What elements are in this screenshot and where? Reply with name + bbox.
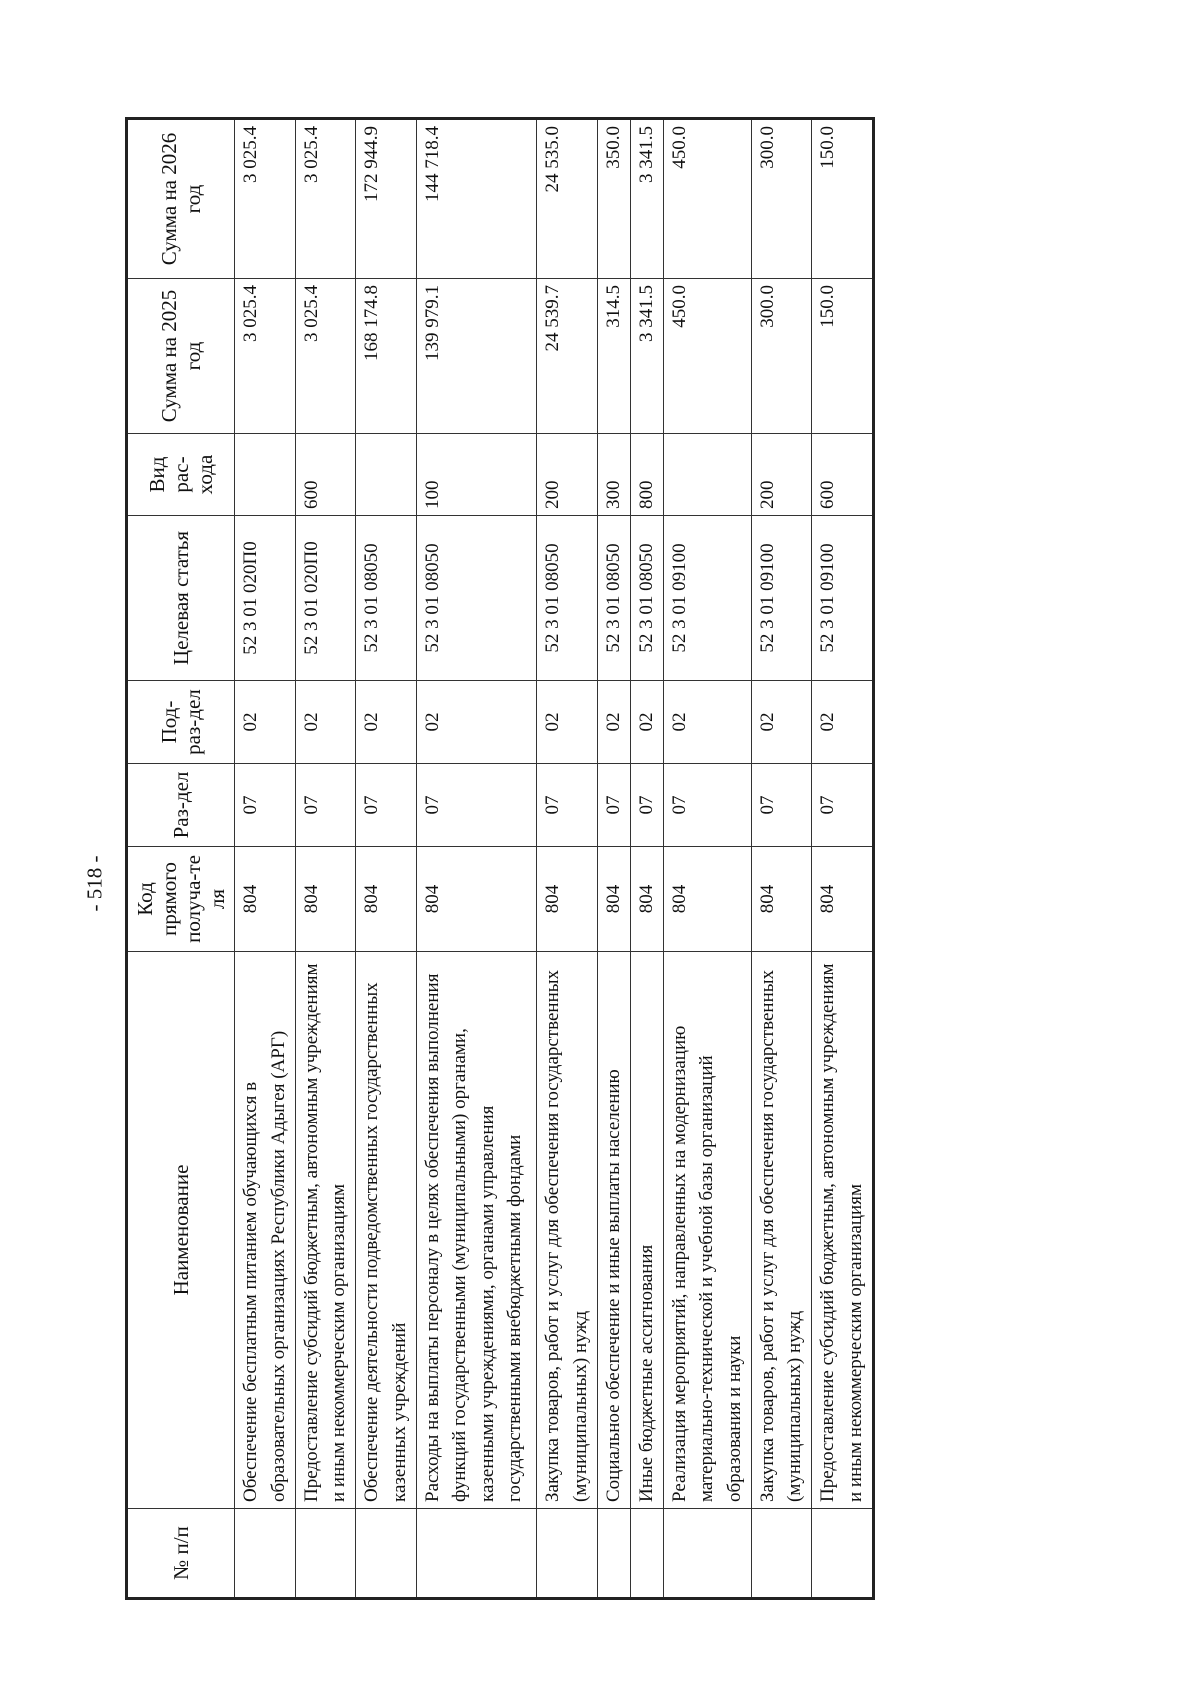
cell-podrazdel: 02 bbox=[630, 681, 663, 764]
cell-num bbox=[416, 1509, 537, 1599]
cell-target: 52 3 01 08050 bbox=[356, 516, 417, 681]
cell-name: Обеспечение деятельности подведомственных государственных казенных учреждений bbox=[356, 952, 417, 1509]
cell-vid: 200 bbox=[751, 434, 812, 516]
cell-razdel: 07 bbox=[235, 764, 296, 847]
header-row bbox=[127, 119, 235, 1599]
cell-sum2026: 172 944.9 bbox=[356, 119, 417, 279]
cell-code: 804 bbox=[416, 847, 537, 952]
cell-code: 804 bbox=[751, 847, 812, 952]
cell-podrazdel: 02 bbox=[356, 681, 417, 764]
cell-name: Социальное обеспечение и иные выплаты населению bbox=[598, 952, 631, 1509]
cell-target: 52 3 01 09100 bbox=[663, 516, 751, 681]
header-name: Наименование bbox=[127, 952, 235, 1509]
cell-razdel: 07 bbox=[751, 764, 812, 847]
cell-razdel: 07 bbox=[416, 764, 537, 847]
cell-razdel: 07 bbox=[663, 764, 751, 847]
table-row bbox=[235, 119, 296, 1599]
table-row bbox=[416, 119, 537, 1599]
cell-razdel: 07 bbox=[598, 764, 631, 847]
cell-num bbox=[598, 1509, 631, 1599]
cell-code: 804 bbox=[356, 847, 417, 952]
cell-num bbox=[751, 1509, 812, 1599]
cell-target: 52 3 01 08050 bbox=[416, 516, 537, 681]
cell-podrazdel: 02 bbox=[812, 681, 874, 764]
header-podrazdel: Под-раз-дел bbox=[127, 681, 235, 764]
cell-target: 52 3 01 08050 bbox=[598, 516, 631, 681]
cell-name: Реализация мероприятий, направленных на модернизацию материально-технической и учебной базы организаций образования и науки bbox=[663, 952, 751, 1509]
cell-num bbox=[235, 1509, 296, 1599]
cell-code: 804 bbox=[598, 847, 631, 952]
cell-podrazdel: 02 bbox=[751, 681, 812, 764]
header-razdel: Раз-дел bbox=[127, 764, 235, 847]
cell-num bbox=[356, 1509, 417, 1599]
table-row bbox=[663, 119, 751, 1599]
cell-target: 52 3 01 09100 bbox=[812, 516, 874, 681]
cell-name: Закупка товаров, работ и услуг для обеспечения государственных (муниципальных) нужд bbox=[537, 952, 598, 1509]
table-row bbox=[751, 119, 812, 1599]
cell-name: Закупка товаров, работ и услуг для обеспечения государственных (муниципальных) нужд bbox=[751, 952, 812, 1509]
cell-name: Иные бюджетные ассигнования bbox=[630, 952, 663, 1509]
table-row bbox=[537, 119, 598, 1599]
cell-sum2025: 314.5 bbox=[598, 279, 631, 434]
cell-sum2026: 150.0 bbox=[812, 119, 874, 279]
cell-sum2026: 350.0 bbox=[598, 119, 631, 279]
cell-razdel: 07 bbox=[537, 764, 598, 847]
cell-vid: 600 bbox=[812, 434, 874, 516]
cell-razdel: 07 bbox=[295, 764, 356, 847]
cell-sum2026: 24 535.0 bbox=[537, 119, 598, 279]
cell-name: Обеспечение бесплатным питанием обучающихся в образовательных организациях Республики Адыгея (АРГ) bbox=[235, 952, 296, 1509]
header-num: № п/п bbox=[127, 1509, 235, 1599]
header-target: Целевая статья bbox=[127, 516, 235, 681]
cell-sum2025: 3 341.5 bbox=[630, 279, 663, 434]
header-vid: Вид рас-хода bbox=[127, 434, 235, 516]
cell-sum2026: 3 025.4 bbox=[235, 119, 296, 279]
cell-code: 804 bbox=[295, 847, 356, 952]
cell-vid: 800 bbox=[630, 434, 663, 516]
table-row bbox=[812, 119, 874, 1599]
cell-name: Предоставление субсидий бюджетным, автономным учреждениям и иным некоммерческим организациям bbox=[295, 952, 356, 1509]
cell-razdel: 07 bbox=[630, 764, 663, 847]
cell-podrazdel: 02 bbox=[537, 681, 598, 764]
cell-podrazdel: 02 bbox=[598, 681, 631, 764]
cell-sum2025: 168 174.8 bbox=[356, 279, 417, 434]
cell-sum2025: 3 025.4 bbox=[235, 279, 296, 434]
cell-vid: 300 bbox=[598, 434, 631, 516]
cell-podrazdel: 02 bbox=[663, 681, 751, 764]
cell-target: 52 3 01 09100 bbox=[751, 516, 812, 681]
cell-sum2026: 3 341.5 bbox=[630, 119, 663, 279]
cell-name: Предоставление субсидий бюджетным, автономным учреждениям и иным некоммерческим организациям bbox=[812, 952, 874, 1509]
cell-target: 52 3 01 08050 bbox=[537, 516, 598, 681]
cell-sum2026: 300.0 bbox=[751, 119, 812, 279]
cell-code: 804 bbox=[235, 847, 296, 952]
cell-podrazdel: 02 bbox=[235, 681, 296, 764]
table-row bbox=[356, 119, 417, 1599]
cell-target: 52 3 01 020П0 bbox=[235, 516, 296, 681]
cell-name: Расходы на выплаты персоналу в целях обеспечения выполнения функций государственными (муниципальными) органами, казенными учреждениями, органами управления государственными внебюджетными фондами bbox=[416, 952, 537, 1509]
table-row bbox=[295, 119, 356, 1599]
cell-vid: 600 bbox=[295, 434, 356, 516]
cell-num bbox=[663, 1509, 751, 1599]
cell-vid bbox=[663, 434, 751, 516]
table-body bbox=[235, 119, 874, 1599]
cell-num bbox=[812, 1509, 874, 1599]
cell-vid bbox=[356, 434, 417, 516]
cell-num bbox=[295, 1509, 356, 1599]
cell-sum2025: 3 025.4 bbox=[295, 279, 356, 434]
cell-code: 804 bbox=[537, 847, 598, 952]
header-sum-2026: Сумма на 2026 год bbox=[127, 119, 235, 279]
cell-code: 804 bbox=[812, 847, 874, 952]
cell-vid: 100 bbox=[416, 434, 537, 516]
header-code: Код прямого получа-те ля bbox=[127, 847, 235, 952]
cell-razdel: 07 bbox=[812, 764, 874, 847]
cell-target: 52 3 01 020П0 bbox=[295, 516, 356, 681]
cell-code: 804 bbox=[663, 847, 751, 952]
cell-sum2026: 450.0 bbox=[663, 119, 751, 279]
cell-sum2025: 24 539.7 bbox=[537, 279, 598, 434]
cell-vid: 200 bbox=[537, 434, 598, 516]
cell-sum2025: 139 979.1 bbox=[416, 279, 537, 434]
header-sum-2025: Сумма на 2025 год bbox=[127, 279, 235, 434]
cell-sum2026: 3 025.4 bbox=[295, 119, 356, 279]
cell-podrazdel: 02 bbox=[416, 681, 537, 764]
cell-vid bbox=[235, 434, 296, 516]
cell-target: 52 3 01 08050 bbox=[630, 516, 663, 681]
rotated-table-wrapper bbox=[125, 120, 875, 1600]
cell-code: 804 bbox=[630, 847, 663, 952]
page-number bbox=[80, 843, 110, 923]
cell-num bbox=[537, 1509, 598, 1599]
page-number-text: - 518 - bbox=[82, 855, 107, 911]
cell-sum2025: 450.0 bbox=[663, 279, 751, 434]
table-row bbox=[598, 119, 631, 1599]
cell-razdel: 07 bbox=[356, 764, 417, 847]
table-row bbox=[630, 119, 663, 1599]
cell-sum2025: 300.0 bbox=[751, 279, 812, 434]
cell-num bbox=[630, 1509, 663, 1599]
budget-table bbox=[125, 117, 875, 1600]
cell-sum2025: 150.0 bbox=[812, 279, 874, 434]
cell-podrazdel: 02 bbox=[295, 681, 356, 764]
cell-sum2026: 144 718.4 bbox=[416, 119, 537, 279]
